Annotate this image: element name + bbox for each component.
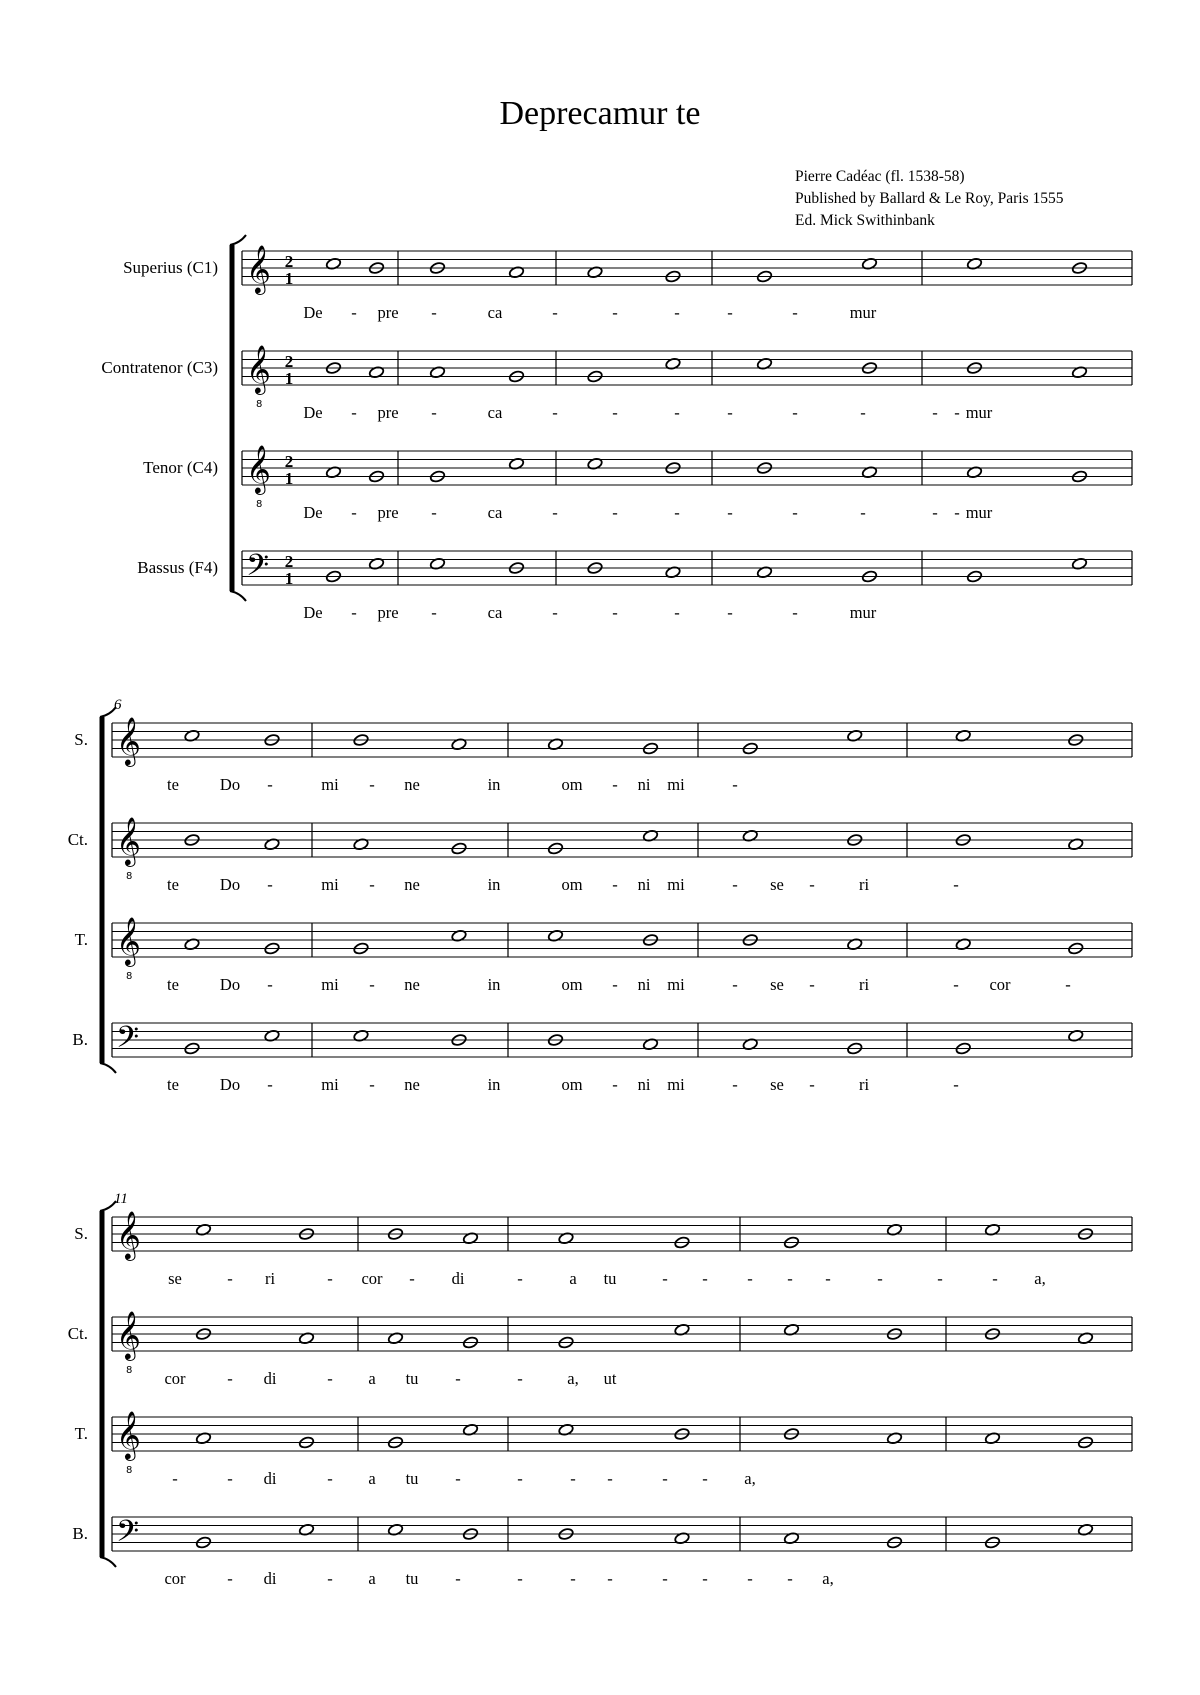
lyric-syllable: - [792, 503, 798, 522]
lyric-syllable: - [727, 603, 733, 622]
lyric-syllable: - [612, 775, 618, 794]
measure-number: 11 [114, 1191, 128, 1207]
lyric-syllable: - [327, 1369, 333, 1388]
editor-credit: Ed. Mick Swithinbank [795, 212, 935, 229]
lyric-syllable: - [327, 1469, 333, 1488]
lyric-syllable: - [570, 1569, 576, 1588]
lyric-syllable: mur [965, 503, 993, 522]
lyric-syllable: mur [965, 403, 993, 422]
lyric-syllable: - [267, 775, 273, 794]
lyric-syllable: pre [377, 303, 399, 322]
staff-2 [68, 816, 1132, 894]
lyric-syllable: pre [377, 603, 399, 622]
system-2 [68, 697, 1132, 1094]
lyric-syllable: in [487, 875, 501, 894]
lyric-syllable: mi [321, 1075, 339, 1094]
treble-clef-icon: 𝄞 [116, 1310, 141, 1359]
lyric-syllable: De [303, 403, 323, 422]
lyric-syllable: - [809, 875, 815, 894]
treble-clef-icon: 𝄞 [116, 1410, 141, 1459]
octave-eight-mark: 8 [256, 399, 263, 410]
lyric-syllable: cor [164, 1569, 186, 1588]
lyric-syllable: - [351, 603, 357, 622]
instrument-name: B. [72, 1030, 88, 1049]
score-systems [68, 235, 1132, 1588]
lyric-syllable: tu [405, 1569, 419, 1588]
lyric-syllable: - [227, 1269, 233, 1288]
time-signature-bottom: 1 [284, 269, 294, 288]
lyric-syllable: te [167, 975, 179, 994]
lyric-syllable: ne [404, 875, 420, 894]
instrument-name: S. [74, 730, 88, 749]
lyric-syllable: se [168, 1269, 182, 1288]
system-1 [101, 235, 1132, 622]
lyric-syllable: - [932, 503, 938, 522]
score-title: Deprecamur te [499, 95, 701, 132]
staff-4 [72, 1021, 1132, 1094]
lyric-syllable: De [303, 303, 323, 322]
lyric-syllable: om [561, 875, 583, 894]
publisher-credit: Published by Ballard & Le Roy, Paris 1555 [795, 190, 1064, 207]
lyric-syllable: - [369, 875, 375, 894]
lyric-syllable: ni [637, 1075, 651, 1094]
lyric-syllable: - [607, 1469, 613, 1488]
lyric-syllable: - [431, 303, 437, 322]
lyric-syllable: a, [744, 1469, 756, 1488]
system-3 [68, 1191, 1132, 1588]
lyric-syllable: - [455, 1469, 461, 1488]
lyric-syllable: se [770, 1075, 784, 1094]
lyric-syllable: di [263, 1369, 277, 1388]
treble-clef-icon: 𝄞 [246, 244, 271, 293]
lyric-syllable: ne [404, 1075, 420, 1094]
bracket-bottom-hook [100, 1557, 116, 1567]
lyric-syllable: om [561, 775, 583, 794]
lyric-syllable: ca [487, 403, 503, 422]
lyric-syllable: - [227, 1569, 233, 1588]
lyric-syllable: in [487, 775, 501, 794]
staff-4 [72, 1515, 1132, 1588]
lyric-syllable: ri [264, 1269, 276, 1288]
lyric-syllable: - [612, 503, 618, 522]
octave-eight-mark: 8 [256, 499, 263, 510]
staff-2 [68, 1310, 1132, 1388]
lyric-syllable: ca [487, 503, 503, 522]
lyric-syllable: De [303, 503, 323, 522]
measure-number: 6 [114, 697, 122, 713]
bass-clef-icon: 𝄢 [116, 1515, 140, 1556]
lyric-syllable: - [992, 1269, 998, 1288]
lyric-syllable: mi [667, 775, 685, 794]
lyric-syllable: in [487, 1075, 501, 1094]
lyric-syllable: - [792, 303, 798, 322]
instrument-name: S. [74, 1224, 88, 1243]
lyric-syllable: - [953, 1075, 959, 1094]
lyric-syllable: - [953, 875, 959, 894]
instrument-name: Ct. [67, 1324, 88, 1343]
treble-clef-icon: 𝄞 [116, 816, 141, 865]
staff-3 [75, 916, 1132, 994]
lyric-syllable: se [770, 875, 784, 894]
lyric-syllable: - [727, 303, 733, 322]
lyric-syllable: - [937, 1269, 943, 1288]
staff-3 [75, 1410, 1132, 1488]
lyric-syllable: - [552, 503, 558, 522]
lyric-syllable: mur [849, 603, 877, 622]
time-signature-top: 2 [284, 352, 294, 371]
lyric-syllable: - [954, 503, 960, 522]
lyric-syllable: - [612, 603, 618, 622]
lyric-syllable: - [732, 1075, 738, 1094]
time-signature-top: 2 [284, 252, 294, 271]
lyric-syllable: - [860, 503, 866, 522]
lyric-syllable: mi [667, 875, 685, 894]
lyric-syllable: mi [321, 775, 339, 794]
lyric-syllable: a [569, 1269, 577, 1288]
lyric-syllable: - [674, 403, 680, 422]
lyric-syllable: - [431, 603, 437, 622]
lyric-syllable: - [227, 1469, 233, 1488]
lyric-syllable: - [267, 975, 273, 994]
lyric-syllable: a [368, 1469, 376, 1488]
lyric-syllable: Do [219, 1075, 241, 1094]
lyric-syllable: - [455, 1569, 461, 1588]
lyric-syllable: in [487, 975, 501, 994]
lyric-syllable: a, [567, 1369, 579, 1388]
lyric-syllable: - [809, 1075, 815, 1094]
lyric-syllable: - [1065, 975, 1071, 994]
lyric-syllable: - [787, 1569, 793, 1588]
treble-clef-icon: 𝄞 [116, 1210, 141, 1259]
lyric-syllable: - [954, 403, 960, 422]
lyric-syllable: - [369, 975, 375, 994]
lyric-syllable: - [517, 1469, 523, 1488]
lyric-syllable: ri [858, 875, 870, 894]
staff-1 [123, 244, 1132, 322]
lyric-syllable: - [552, 303, 558, 322]
lyric-syllable: Do [219, 775, 241, 794]
staff-3 [143, 444, 1132, 522]
lyric-syllable: - [932, 403, 938, 422]
lyric-syllable: di [263, 1469, 277, 1488]
time-signature-bottom: 1 [284, 569, 294, 588]
bracket-top-hook [230, 235, 246, 245]
instrument-name: T. [74, 930, 88, 949]
lyric-syllable: - [431, 403, 437, 422]
lyric-syllable: - [552, 603, 558, 622]
lyric-syllable: - [351, 403, 357, 422]
lyric-syllable: - [612, 1075, 618, 1094]
staff-1 [74, 716, 1132, 794]
lyric-syllable: cor [361, 1269, 383, 1288]
lyric-syllable: - [612, 875, 618, 894]
lyric-syllable: - [327, 1569, 333, 1588]
lyric-syllable: - [727, 503, 733, 522]
lyric-syllable: - [732, 975, 738, 994]
lyric-syllable: - [517, 1269, 523, 1288]
lyric-syllable: - [727, 403, 733, 422]
staff-2 [101, 344, 1132, 422]
lyric-syllable: ni [637, 775, 651, 794]
bass-clef-icon: 𝄢 [116, 1021, 140, 1062]
lyric-syllable: - [825, 1269, 831, 1288]
lyric-syllable: ri [858, 975, 870, 994]
lyric-syllable: - [612, 403, 618, 422]
lyric-syllable: - [570, 1469, 576, 1488]
lyric-syllable: di [263, 1569, 277, 1588]
lyric-syllable: te [167, 875, 179, 894]
lyric-syllable: - [792, 603, 798, 622]
lyric-syllable: - [732, 875, 738, 894]
lyric-syllable: mi [667, 1075, 685, 1094]
instrument-name: Bassus (F4) [137, 558, 218, 577]
lyric-syllable: - [953, 975, 959, 994]
lyric-syllable: - [747, 1269, 753, 1288]
lyric-syllable: te [167, 775, 179, 794]
lyric-syllable: - [607, 1569, 613, 1588]
lyric-syllable: - [369, 1075, 375, 1094]
lyric-syllable: mur [849, 303, 877, 322]
treble-clef-icon: 𝄞 [116, 916, 141, 965]
lyric-syllable: om [561, 1075, 583, 1094]
lyric-syllable: - [327, 1269, 333, 1288]
lyric-syllable: De [303, 603, 323, 622]
treble-clef-icon: 𝄞 [116, 716, 141, 765]
octave-eight-mark: 8 [126, 971, 133, 982]
lyric-syllable: a, [822, 1569, 834, 1588]
lyric-syllable: mi [321, 975, 339, 994]
composer-credit: Pierre Cadéac (fl. 1538-58) [795, 168, 965, 185]
lyric-syllable: tu [405, 1469, 419, 1488]
instrument-name: B. [72, 1524, 88, 1543]
lyric-syllable: om [561, 975, 583, 994]
lyric-syllable: a [368, 1369, 376, 1388]
lyric-syllable: - [662, 1569, 668, 1588]
lyric-syllable: pre [377, 403, 399, 422]
lyric-syllable: se [770, 975, 784, 994]
lyric-syllable: - [552, 403, 558, 422]
bass-clef-icon: 𝄢 [246, 549, 270, 590]
lyric-syllable: cor [989, 975, 1011, 994]
time-signature-top: 2 [284, 452, 294, 471]
lyric-syllable: Do [219, 975, 241, 994]
lyric-syllable: tu [603, 1269, 617, 1288]
lyric-syllable: - [877, 1269, 883, 1288]
octave-eight-mark: 8 [126, 871, 133, 882]
lyric-syllable: - [227, 1369, 233, 1388]
lyric-syllable: - [455, 1369, 461, 1388]
lyric-syllable: - [172, 1469, 178, 1488]
octave-eight-mark: 8 [126, 1365, 133, 1376]
lyric-syllable: ni [637, 875, 651, 894]
lyric-syllable: - [409, 1269, 415, 1288]
lyric-syllable: - [612, 975, 618, 994]
lyric-syllable: - [674, 503, 680, 522]
time-signature-top: 2 [284, 552, 294, 571]
lyric-syllable: - [674, 303, 680, 322]
lyric-syllable: te [167, 1075, 179, 1094]
lyric-syllable: pre [377, 503, 399, 522]
lyric-syllable: - [702, 1469, 708, 1488]
treble-clef-icon: 𝄞 [246, 444, 271, 493]
lyric-syllable: - [267, 1075, 273, 1094]
bracket-bottom-hook [100, 1063, 116, 1073]
lyric-syllable: - [517, 1369, 523, 1388]
staff-4 [137, 549, 1132, 622]
lyric-syllable: a, [1034, 1269, 1046, 1288]
lyric-syllable: - [732, 775, 738, 794]
lyric-syllable: - [787, 1269, 793, 1288]
time-signature-bottom: 1 [284, 469, 294, 488]
lyric-syllable: ni [637, 975, 651, 994]
lyric-syllable: - [351, 303, 357, 322]
lyric-syllable: ut [603, 1369, 617, 1388]
lyric-syllable: ca [487, 303, 503, 322]
staff-1 [74, 1210, 1132, 1288]
lyric-syllable: - [517, 1569, 523, 1588]
instrument-name: Ct. [67, 830, 88, 849]
lyric-syllable: - [702, 1569, 708, 1588]
lyric-syllable: di [451, 1269, 465, 1288]
lyric-syllable: - [747, 1569, 753, 1588]
lyric-syllable: - [612, 303, 618, 322]
lyric-syllable: - [662, 1469, 668, 1488]
lyric-syllable: - [267, 875, 273, 894]
lyric-syllable: tu [405, 1369, 419, 1388]
lyric-syllable: ne [404, 775, 420, 794]
instrument-name: Superius (C1) [123, 258, 218, 277]
lyric-syllable: - [674, 603, 680, 622]
lyric-syllable: - [369, 775, 375, 794]
lyric-syllable: ca [487, 603, 503, 622]
lyric-syllable: - [351, 503, 357, 522]
time-signature-bottom: 1 [284, 369, 294, 388]
octave-eight-mark: 8 [126, 1465, 133, 1476]
lyric-syllable: - [702, 1269, 708, 1288]
lyric-syllable: ne [404, 975, 420, 994]
lyric-syllable: Do [219, 875, 241, 894]
instrument-name: Tenor (C4) [143, 458, 218, 477]
lyric-syllable: - [792, 403, 798, 422]
treble-clef-icon: 𝄞 [246, 344, 271, 393]
lyric-syllable: ri [858, 1075, 870, 1094]
lyric-syllable: mi [321, 875, 339, 894]
instrument-name: Contratenor (C3) [101, 358, 218, 377]
lyric-syllable: - [662, 1269, 668, 1288]
lyric-syllable: - [431, 503, 437, 522]
lyric-syllable: a [368, 1569, 376, 1588]
lyric-syllable: - [860, 403, 866, 422]
lyric-syllable: cor [164, 1369, 186, 1388]
lyric-syllable: - [809, 975, 815, 994]
bracket-bottom-hook [230, 591, 246, 601]
lyric-syllable: mi [667, 975, 685, 994]
instrument-name: T. [74, 1424, 88, 1443]
